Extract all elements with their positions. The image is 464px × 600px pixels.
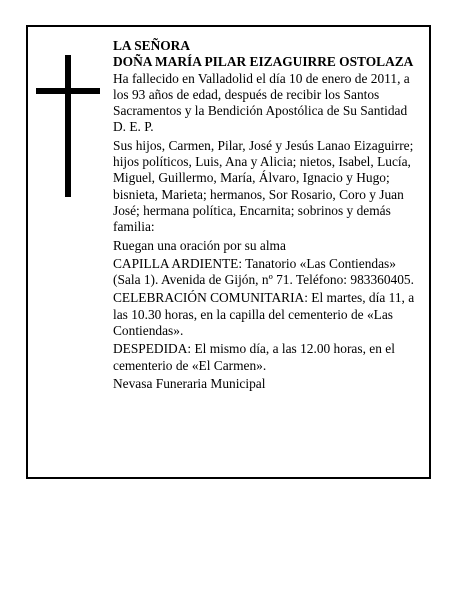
ceremony-info: CELEBRACIÓN COMUNITARIA: El martes, día 11, a las 10.30 horas, en la capilla del cementerio de «Las Contiendas».: [113, 290, 415, 339]
cross-horizontal-bar: [36, 88, 100, 94]
farewell-info: DESPEDIDA: El mismo día, a las 12.00 horas, en el cementerio de «El Carmen».: [113, 341, 395, 373]
cross-icon: [36, 55, 100, 197]
death-announcement: Ha fallecido en Valladolid el día 10 de enero de 2011, a los 93 años de edad, después de recibir los Santos Sacramentos y la Bendición Apostólica de Su Santidad D. E. P.: [113, 70, 410, 135]
funeral-home: Nevasa Funeraria Municipal: [113, 375, 266, 391]
cross-vertical-bar: [65, 55, 71, 197]
funeral-chapel-info: CAPILLA ARDIENTE: Tanatorio «Las Contiendas» (Sala 1). Avenida de Gijón, nº 71. Teléfono: 983360405.: [113, 255, 414, 288]
deceased-name: DOÑA MARÍA PILAR EIZAGUIRRE OSTOLAZA: [113, 54, 414, 70]
prayer-request: Ruegan una oración por su alma: [113, 237, 286, 253]
family-list: Sus hijos, Carmen, Pilar, José y Jesús Lanao Eizaguirre; hijos políticos, Luis, Ana y Alicia; nietos, Isabel, Lucía, Miguel, Guillermo, María, Álvaro, Ignacio y Hugo; bisnieta, Marieta; hermanos, Sor Rosario, Coro y Juan José; hermana política, Encarnita; sobrinos y demás familia:: [113, 137, 414, 235]
notice-text: [113, 38, 423, 394]
deceased-title: LA SEÑORA: [113, 38, 191, 53]
